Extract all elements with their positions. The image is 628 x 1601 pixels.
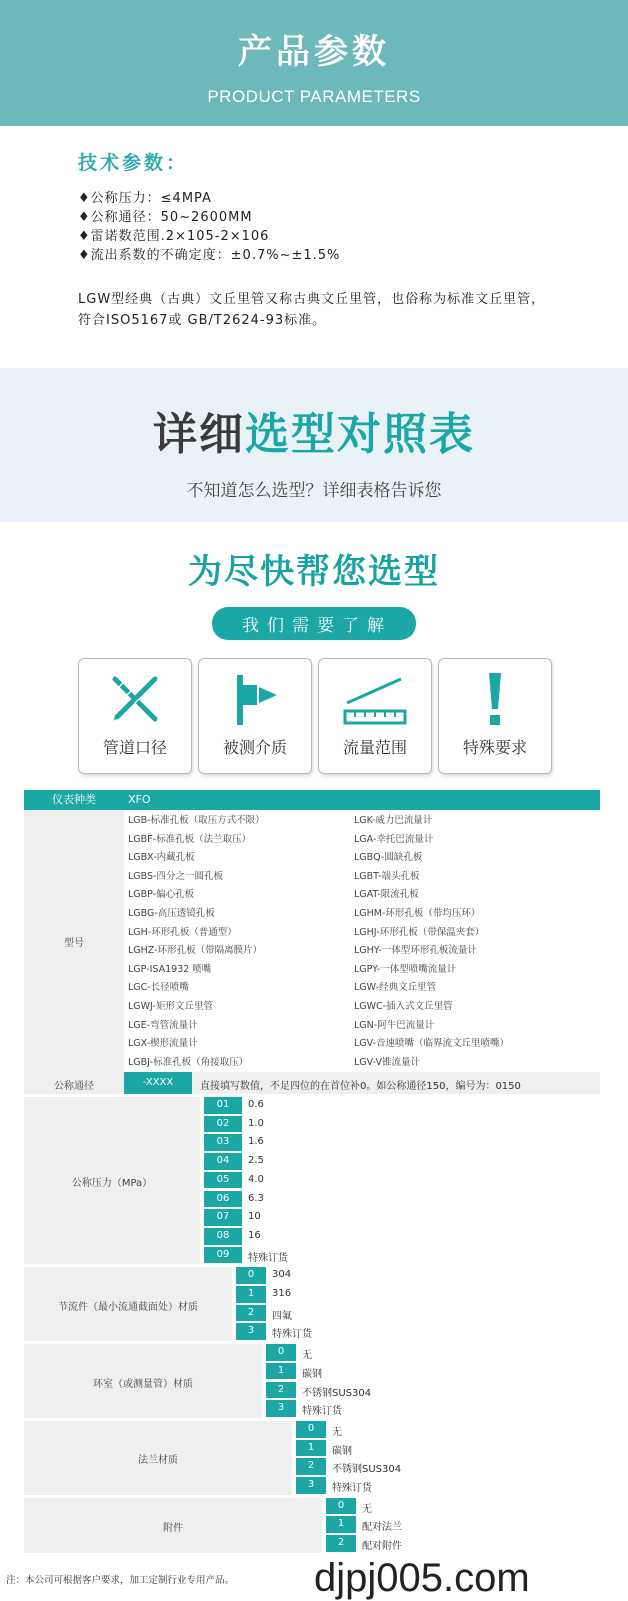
option-code: 3 [236, 1323, 266, 1340]
tech-heading: 技术参数： [78, 152, 189, 174]
option-value: 不锈钢SUS304 [302, 1387, 372, 1399]
option-value: 10 [248, 1211, 261, 1223]
requirement-cards [78, 658, 562, 774]
model-item: LGC-长径喷嘴 [128, 982, 189, 994]
option-code: 2 [326, 1535, 356, 1552]
compare-band [0, 368, 628, 522]
option-value: 1.0 [248, 1117, 264, 1129]
model-item: LGBS-四分之一圆孔板 [128, 870, 223, 882]
compare-subtitle: 不知道怎么选型？详细表格告诉您 [186, 481, 442, 501]
tech-item: ♦流出系数的不确定度：±0.7%~±1.5% [78, 248, 341, 263]
card-flow-range[interactable] [318, 658, 432, 774]
option-value: 16 [248, 1229, 261, 1241]
model-item: LGHZ-环形孔板（带隔离膜片） [128, 945, 263, 957]
option-value: 配对法兰 [362, 1522, 402, 1534]
option-code: 0 [266, 1344, 296, 1361]
option-code: 07 [204, 1209, 242, 1226]
option-value: 碳钢 [302, 1368, 322, 1380]
flag-icon [227, 671, 283, 727]
option-value: 316 [272, 1288, 292, 1299]
tech-item: ♦公称压力：≤4MPA [78, 191, 212, 206]
header-label: 仪表种类 [52, 793, 96, 806]
model-item: LGAT-限流孔板 [354, 889, 419, 901]
tech-params [78, 148, 578, 331]
ruler-pencil-icon [107, 671, 163, 727]
option-code: 1 [326, 1516, 356, 1533]
compare-title-teal: 选型对照表 [245, 409, 475, 460]
model-item: LGX-楔形流量计 [128, 1038, 198, 1050]
model-item: LGE-弯管流量计 [128, 1019, 198, 1031]
header-value: XFO [128, 793, 151, 806]
model-label: 型号 [64, 938, 84, 949]
help-title: 为尽快帮您选型 [188, 552, 440, 592]
option-value: 特殊订货 [272, 1329, 312, 1341]
page-title: 产品参数 [238, 32, 390, 72]
help-section [0, 544, 628, 640]
model-item: LGHJ-环形孔板（带保温夹套） [354, 926, 485, 938]
diameter-code: -XXXX [124, 1072, 192, 1094]
card-label: 被测介质 [222, 738, 287, 757]
option-code: 2 [236, 1305, 266, 1322]
ring-label: 环室（或测量管）材质 [93, 1378, 193, 1390]
option-value: 不锈钢SUS304 [332, 1464, 402, 1476]
option-value: 特殊订货 [302, 1406, 342, 1418]
model-item: LGWJ-矩形文丘里管 [128, 1001, 213, 1012]
flange-label: 法兰材质 [138, 1455, 178, 1467]
tech-item: ♦雷诺数范围.2×105-2×106 [78, 229, 270, 244]
model-item: LGWC-插入式文丘里管 [354, 1001, 453, 1012]
option-code: 3 [296, 1477, 326, 1494]
option-code: 01 [204, 1097, 242, 1114]
table-header [24, 790, 600, 810]
model-item: LGV-音速喷嘴（临界流文丘里喷嘴） [354, 1038, 510, 1050]
pressure-label: 公称压力（MPa） [71, 1178, 153, 1190]
model-item: LGHY-一体型环形孔板流量计 [354, 945, 477, 957]
model-item: LGPY-一体型喷嘴流量计 [354, 963, 457, 975]
option-value: 304 [272, 1269, 292, 1281]
model-item: LGBP-偏心孔板 [128, 889, 195, 901]
card-label: 管道口径 [102, 738, 167, 757]
tech-description: LGW型经典（古典）文丘里管又称古典文丘里管，也俗称为标准文丘里管，符合ISO5167或 GB/T2624-93标准。 [78, 292, 546, 328]
page-subtitle: PRODUCT PARAMETERS [207, 87, 421, 106]
option-code: 02 [204, 1116, 242, 1133]
option-code: 08 [204, 1228, 242, 1245]
option-value: 1.6 [248, 1136, 264, 1148]
model-item: LGP-ISA1932 喷嘴 [128, 963, 212, 975]
option-value: 碳钢 [332, 1445, 352, 1457]
model-item: LGN-阿牛巴流量计 [354, 1019, 435, 1031]
model-item: LGB-标准孔板（取压方式不限） [128, 815, 265, 826]
option-code: 0 [236, 1267, 266, 1284]
footer-note: 注：本公司可根据客户要求，加工定制行业专用产品。 [6, 1575, 235, 1586]
option-code: 09 [204, 1247, 242, 1264]
title-banner [0, 0, 628, 126]
option-value: 特殊订货 [248, 1252, 288, 1264]
exclamation-icon [467, 671, 523, 727]
option-code: 06 [204, 1191, 242, 1208]
option-value: 无 [362, 1503, 372, 1515]
tech-item: ♦公称通径：50~2600MM [78, 210, 253, 225]
diameter-note: 直接填写数值，不足四位的在首位补0。如公称通径150，编号为：0150 [200, 1081, 521, 1092]
throttle-label: 节流件（最小流通截面处）材质 [58, 1301, 198, 1313]
model-item: LGW-经典文丘里管 [354, 982, 437, 994]
model-item: LGA-幸托巴流量计 [354, 833, 434, 845]
model-item: LGBX-内藏孔板 [128, 852, 195, 864]
model-item: LGBQ-圆缺孔板 [354, 852, 423, 864]
tech-list [78, 189, 578, 265]
accessory-label: 附件 [163, 1522, 183, 1534]
option-code: 1 [236, 1286, 266, 1303]
compare-title-dark: 详细 [153, 409, 245, 460]
option-value: 4.0 [248, 1173, 264, 1185]
option-code: 0 [296, 1421, 326, 1438]
model-item: LGH-环形孔板（普通型） [128, 926, 237, 938]
option-code: 2 [266, 1382, 296, 1399]
model-item: LGHM-环形孔板（带均压环） [354, 908, 481, 919]
option-value: 无 [302, 1350, 312, 1362]
option-value: 无 [332, 1426, 342, 1438]
model-item: LGBT-端头孔板 [354, 870, 420, 882]
model-item: LGBJ-标准孔板（角接取压） [128, 1056, 249, 1068]
model-item: LGBG-高压透镜孔板 [128, 908, 215, 919]
card-label: 流量范围 [342, 738, 407, 757]
option-code: 2 [296, 1458, 326, 1475]
model-item: LGV-V锥流量计 [354, 1056, 420, 1068]
option-value: 6.3 [248, 1192, 264, 1204]
card-special[interactable] [438, 658, 552, 774]
option-code: 1 [266, 1363, 296, 1380]
option-code: 0 [326, 1498, 356, 1515]
help-pill: 我们需要了解 [212, 607, 416, 640]
option-value: 四氟 [272, 1310, 292, 1322]
option-code: 1 [296, 1440, 326, 1457]
card-medium[interactable] [198, 658, 312, 774]
option-code: 05 [204, 1172, 242, 1189]
diameter-label: 公称通径 [54, 1081, 94, 1092]
compare-title [0, 398, 628, 462]
option-code: 04 [204, 1153, 242, 1170]
option-value: 特殊订货 [332, 1483, 372, 1494]
option-code: 03 [204, 1134, 242, 1151]
model-item: LGBF-标准孔板（法兰取压） [128, 833, 252, 845]
model-item: LGK-威力巴流量计 [354, 815, 433, 826]
option-value: 2.5 [248, 1155, 264, 1167]
card-label: 特殊要求 [462, 738, 527, 757]
watermark: djpj005.com [314, 1556, 530, 1600]
scale-ruler-icon [341, 671, 409, 727]
option-code: 3 [266, 1400, 296, 1417]
option-value: 配对附件 [362, 1541, 402, 1553]
option-value: 0.6 [248, 1099, 264, 1110]
card-pipe-diameter[interactable] [78, 658, 192, 774]
